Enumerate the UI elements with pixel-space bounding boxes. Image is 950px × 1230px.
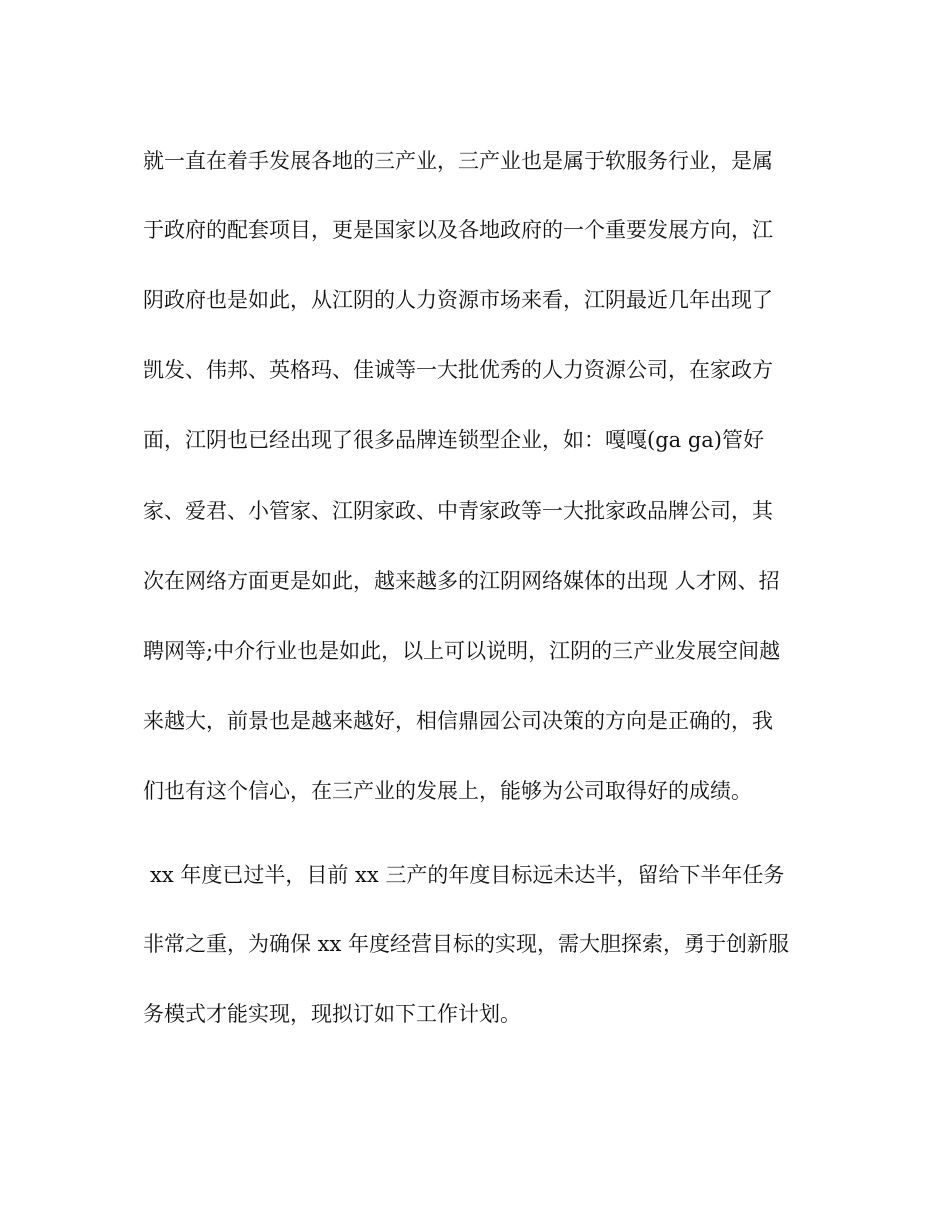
paragraph-1-line-8: 聘网等;中介行业也是如此，以上可以说明，江阴的三产业发展空间越 [143,639,781,663]
paragraph-2-line-1: xx 年度已过半，目前 xx 三产的年度目标远未达半，留给下半年任务 [150,863,785,887]
paragraph-1-line-5: 面，江阴也已经出现了很多品牌连锁型企业，如：嘎嘎(ga ga)管好 [143,428,764,452]
paragraph-1-line-4: 凯发、伟邦、英格玛、佳诚等一大批优秀的人力资源公司，在家政方 [143,358,773,382]
paragraph-1-line-9: 来越大，前景也是越来越好，相信鼎园公司决策的方向是正确的，我 [143,709,773,733]
paragraph-2-line-3: 务模式才能实现，现拟订如下工作计划。 [143,1002,521,1026]
paragraph-1-line-10: 们也有这个信心，在三产业的发展上，能够为公司取得好的成绩。 [143,779,752,803]
paragraph-2-line-2: 非常之重，为确保 xx 年度经营目标的实现，需大胆探索，勇于创新服 [143,932,790,956]
paragraph-1-line-6: 家、爱君、小管家、江阴家政、中青家政等一大批家政品牌公司，其 [143,499,773,523]
paragraph-1-line-1: 就一直在着手发展各地的三产业，三产业也是属于软服务行业，是属 [143,149,773,173]
paragraph-1-line-2: 于政府的配套项目，更是国家以及各地政府的一个重要发展方向，江 [143,218,773,242]
paragraph-1-line-3: 阴政府也是如此，从江阴的人力资源市场来看，江阴最近几年出现了 [143,288,773,312]
paragraph-1-line-7: 次在网络方面更是如此，越来越多的江阴网络媒体的出现 人才网、招 [143,569,780,593]
